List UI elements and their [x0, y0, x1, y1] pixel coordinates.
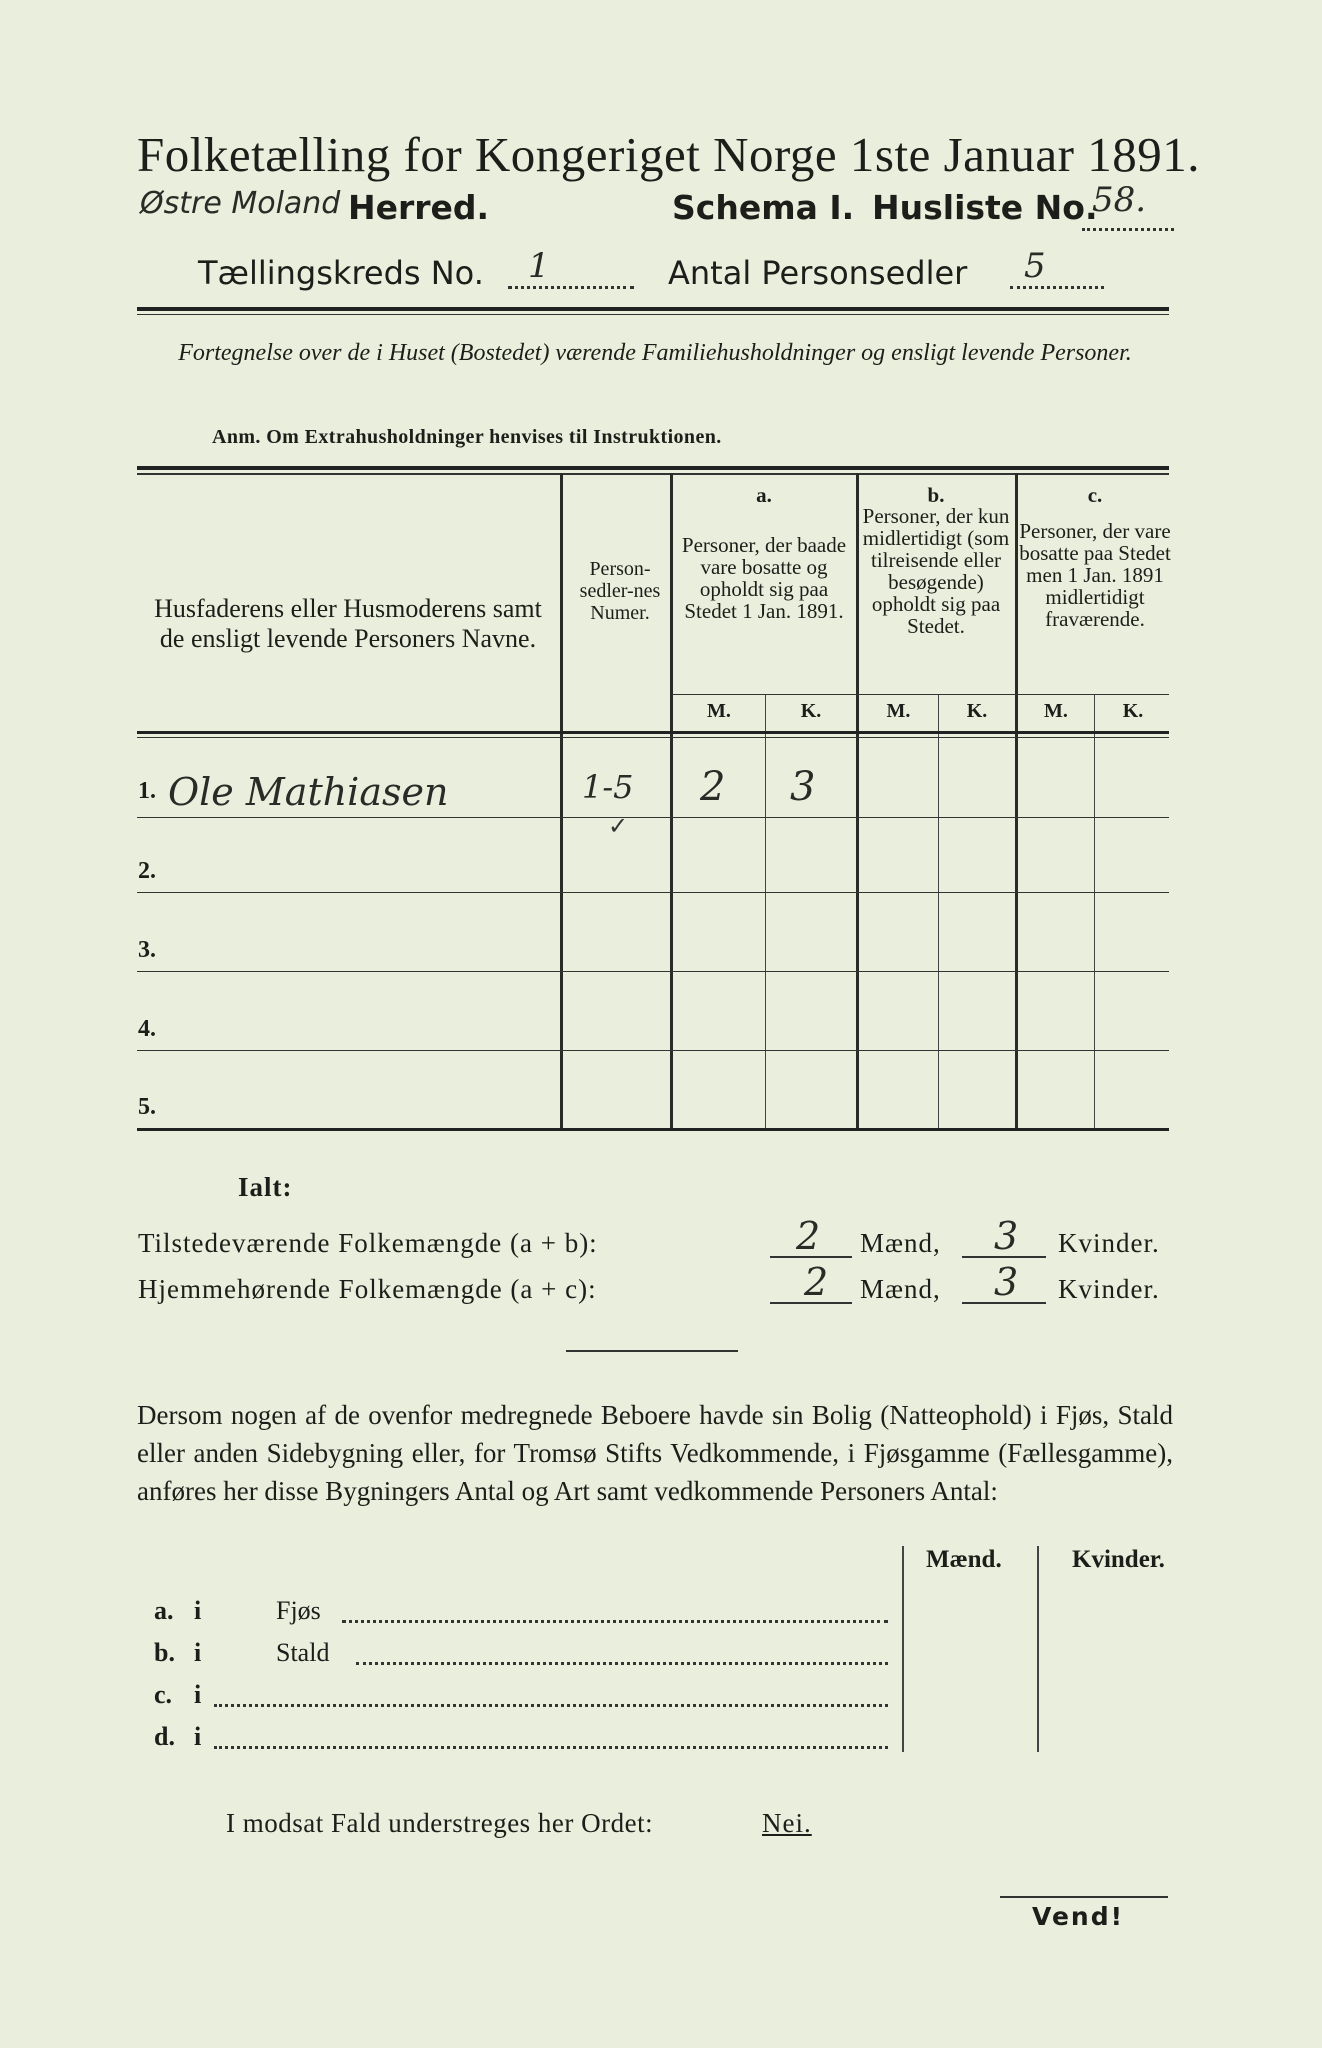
hjemme-maend: 2: [804, 1260, 829, 1304]
buildings-kvinder-header: Kvinder.: [1072, 1546, 1165, 1573]
building-dots: [342, 1620, 888, 1623]
husliste-dots: [1082, 228, 1174, 231]
header-name-column: Husfaderens eller Husmoderens samt de ensligt levende Personers Navne.: [154, 594, 542, 653]
tilstede-maend: 2: [796, 1214, 821, 1258]
antal-dots: [1010, 286, 1104, 289]
herred-value: Østre Moland: [140, 186, 341, 221]
kreds-dots: [508, 286, 634, 289]
row-number: 3.: [138, 937, 156, 963]
building-letter: c.: [154, 1680, 173, 1709]
vend-label: Vend!: [1032, 1902, 1125, 1931]
table-bottom-rule: [137, 1128, 1169, 1131]
buildings-paragraph: Dersom nogen af de ovenfor medregnede Beboere havde sin Bolig (Natteophold) i Fjøs, Stald eller anden Sidebygning eller, for Tromsø Stifts Vedkommende, i Fjøsgamme (Fællesgamme), anføres her disse Bygningers Antal og Art samt vedkommende Personers Antal:: [137, 1400, 1173, 1506]
tilstede-kvinder: 3: [994, 1214, 1019, 1258]
tilstede-maend-word: Mænd,: [860, 1228, 941, 1258]
kreds-label: Tællingskreds No.: [198, 254, 484, 292]
building-dots: [356, 1662, 888, 1665]
col-divider-b: [1015, 473, 1018, 1129]
section-divider: [566, 1350, 738, 1352]
row-number: 2.: [138, 858, 156, 884]
header-a-k: K.: [800, 700, 822, 722]
hjemme-kvinder: 3: [994, 1260, 1019, 1304]
col-divider-num: [670, 473, 673, 1129]
row-a-k: 3: [790, 764, 816, 810]
building-letter: d.: [154, 1722, 175, 1751]
buildings-divider-1: [902, 1546, 904, 1752]
header-a-text: Personer, der baade vare bosatte og opholdt sig paa Stedet 1 Jan. 1891.: [681, 533, 847, 623]
col-divider-a: [856, 473, 859, 1129]
row-sedler: 1-5: [582, 768, 634, 806]
row-a-m: 2: [700, 764, 726, 810]
header-a-m: M.: [707, 700, 731, 722]
row-name: Ole Mathiasen: [168, 770, 449, 814]
modsat-label: I modsat Fald understreges her Ordet:: [226, 1808, 654, 1838]
schema-label: Schema I.: [672, 188, 855, 227]
table-header-bottom-rule: [137, 731, 1169, 734]
hjemme-kvinder-word: Kvinder.: [1058, 1274, 1160, 1304]
building-label: Fjøs: [276, 1596, 321, 1625]
row-number: 4.: [138, 1016, 156, 1042]
header-a-letter: a.: [756, 483, 772, 507]
table-header-bottom-rule-2: [137, 737, 1169, 738]
kreds-value: 1: [528, 246, 550, 286]
header-rule-thin: [137, 314, 1169, 315]
header-rule: [137, 307, 1169, 311]
buildings-divider-2: [1037, 1546, 1039, 1752]
tilstede-label: Tilstedeværende Folkemængde (a + b):: [138, 1228, 598, 1258]
building-i: i: [194, 1638, 202, 1667]
row-number: 1.: [138, 778, 156, 804]
header-c-k: K.: [1122, 700, 1144, 722]
row-rule-1: [137, 817, 1169, 818]
header-num-column: Person-sedler-nes Numer.: [579, 558, 661, 624]
building-letter: a.: [154, 1596, 174, 1625]
modsat-word: Nei.: [762, 1808, 812, 1838]
ialt-label: Ialt:: [238, 1172, 293, 1202]
hjemme-maend-word: Mænd,: [860, 1274, 941, 1304]
building-dots: [214, 1746, 888, 1749]
col-divider-name: [560, 473, 563, 1129]
intro-text: Fortegnelse over de i Huset (Bostedet) værende Familiehusholdninger og ensligt levende Personer.: [178, 340, 1132, 366]
row-rule-3: [137, 971, 1169, 972]
header-c-m: M.: [1044, 700, 1068, 722]
header-b-letter: b.: [927, 483, 945, 507]
antal-label: Antal Personsedler: [668, 254, 968, 292]
husliste-label: Husliste No.: [872, 188, 1098, 227]
antal-value: 5: [1024, 246, 1046, 286]
mk-rule: [672, 694, 1169, 695]
form-title: Folketælling for Kongeriget Norge 1ste Januar 1891.: [137, 127, 1200, 182]
buildings-maend-header: Mænd.: [926, 1546, 1002, 1573]
husliste-value: 58.: [1092, 180, 1147, 220]
building-letter: b.: [154, 1638, 175, 1667]
building-i: i: [194, 1596, 202, 1625]
header-b-text: Personer, der kun midlertidigt (som tilreisende eller besøgende) opholdt sig paa Stedet.: [862, 504, 1010, 638]
col-divider-a-mk: [765, 695, 766, 1129]
footer-rule: [1000, 1896, 1168, 1898]
hjemme-label: Hjemmehørende Folkemængde (a + c):: [138, 1274, 597, 1304]
header-b-k: K.: [966, 700, 988, 722]
col-divider-b-mk: [938, 695, 939, 1129]
row-number: 5.: [138, 1094, 156, 1120]
building-i: i: [194, 1680, 202, 1709]
table-top-rule: [137, 466, 1169, 470]
checkmark-icon: ✓: [608, 812, 629, 840]
header-b-m: M.: [886, 700, 911, 722]
herred-label: Herred.: [348, 188, 490, 227]
tilstede-kvinder-word: Kvinder.: [1058, 1228, 1160, 1258]
row-rule-2: [137, 892, 1169, 893]
header-c-letter: c.: [1087, 483, 1103, 507]
col-divider-c-mk: [1094, 695, 1095, 1129]
building-dots: [214, 1704, 888, 1707]
building-i: i: [194, 1722, 202, 1751]
row-rule-4: [137, 1050, 1169, 1051]
header-c-text: Personer, der vare bosatte paa Stedet men 1 Jan. 1891 midlertidigt fraværende.: [1019, 519, 1171, 631]
building-label: Stald: [276, 1638, 330, 1667]
anm-note: Anm. Om Extrahusholdninger henvises til Instruktionen.: [212, 426, 722, 448]
